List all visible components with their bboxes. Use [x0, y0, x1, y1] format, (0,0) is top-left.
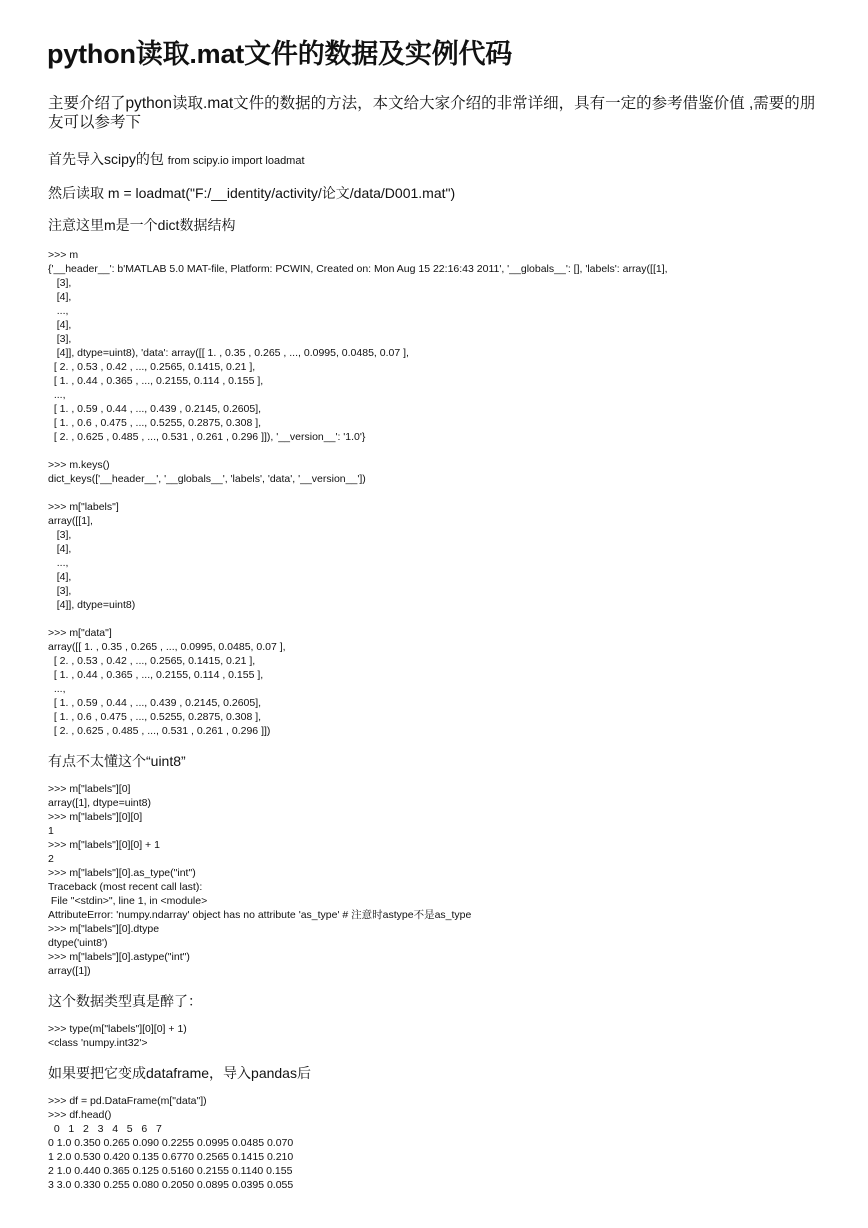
- code-line: [ 2. , 0.625 , 0.485 , ..., 0.531 , 0.261 , 0.296 ]]): [48, 725, 271, 737]
- code-line: 2 1.0 0.440 0.365 0.125 0.5160 0.2155 0.1140 0.155: [48, 1165, 293, 1177]
- code-block-1: [48, 248, 828, 444]
- code-line: dict_keys(['__header__', '__globals__', 'labels', 'data', '__version__']): [48, 473, 366, 485]
- code-line: ...,: [48, 683, 66, 695]
- code-line: [3],: [48, 333, 72, 345]
- code-line: >>> type(m["labels"][0][0] + 1): [48, 1023, 187, 1035]
- code-line: 1 2.0 0.530 0.420 0.135 0.6770 0.2565 0.1415 0.210: [48, 1151, 294, 1163]
- article: [48, 36, 828, 1206]
- code-line: [ 1. , 0.6 , 0.475 , ..., 0.5255, 0.2875, 0.308 ],: [48, 417, 262, 429]
- code-line: 0 1.0 0.350 0.265 0.090 0.2255 0.0995 0.0485 0.070: [48, 1137, 294, 1149]
- code-line: [4],: [48, 319, 72, 331]
- code-line: ...,: [48, 305, 69, 317]
- paragraph-dataframe: 如果要把它变成dataframe，导入pandas后: [48, 1065, 311, 1081]
- code-line: >>> m["data"]: [48, 627, 112, 639]
- code-line: >>> m["labels"][0][0] + 1: [48, 839, 160, 851]
- paragraph-dtype: 这个数据类型真是醉了：: [48, 993, 202, 1009]
- code-line: >>> m: [48, 249, 79, 261]
- code-line: [3],: [48, 277, 72, 289]
- code-line: AttributeError: 'numpy.ndarray' object has no attribute 'as_type' # 注意时astype不是as_type: [48, 909, 472, 921]
- code-block-2: [48, 458, 828, 486]
- paragraph-dict: 注意这里m是一个dict数据结构: [48, 217, 236, 233]
- code-line: [4],: [48, 571, 72, 583]
- code-line: [ 2. , 0.53 , 0.42 , ..., 0.2565, 0.1415, 0.21 ],: [48, 655, 256, 667]
- code-line: [ 2. , 0.625 , 0.485 , ..., 0.531 , 0.261 , 0.296 ]]), '__version__': '1.0'}: [48, 431, 366, 443]
- code-line: >>> m["labels"][0]: [48, 783, 131, 795]
- code-line: [4],: [48, 291, 72, 303]
- code-line: >>> df.head(): [48, 1109, 112, 1121]
- code-line: dtype('uint8'): [48, 937, 108, 949]
- paragraph-uint8: 有点不太懂这个“uint8”: [48, 753, 186, 769]
- code-block-6: [48, 1022, 828, 1050]
- code-line: >>> m["labels"][0].dtype: [48, 923, 160, 935]
- page-title: python读取.mat文件的数据及实例代码: [47, 39, 513, 69]
- code-line: [ 1. , 0.44 , 0.365 , ..., 0.2155, 0.114 , 0.155 ],: [48, 669, 264, 681]
- code-block-3: [48, 500, 828, 612]
- code-line: [ 2. , 0.53 , 0.42 , ..., 0.2565, 0.1415, 0.21 ],: [48, 361, 256, 373]
- code-line: 3 3.0 0.330 0.255 0.080 0.2050 0.0895 0.0395 0.055: [48, 1179, 294, 1191]
- code-line: [3],: [48, 585, 72, 597]
- code-line: 0 1 2 3 4 5 6 7: [48, 1123, 162, 1135]
- code-line: ...,: [48, 557, 69, 569]
- code-line: {'__header__': b'MATLAB 5.0 MAT-file, Platform: PCWIN, Created on: Mon Aug 15 22:16:43 2011', '__globals__': [], 'labels': array([[1],: [48, 263, 668, 275]
- code-line: [ 1. , 0.44 , 0.365 , ..., 0.2155, 0.114 , 0.155 ],: [48, 375, 264, 387]
- code-line: >>> m["labels"][0].as_type("int"): [48, 867, 196, 879]
- code-line: >>> m["labels"]: [48, 501, 119, 513]
- code-line: >>> m.keys(): [48, 459, 110, 471]
- code-block-5: [48, 782, 828, 978]
- code-block-7: [48, 1094, 828, 1192]
- code-line: [4]], dtype=uint8), 'data': array([[ 1. , 0.35 , 0.265 , ..., 0.0995, 0.0485, 0.07 ],: [48, 347, 409, 359]
- code-line: >>> m["labels"][0].astype("int"): [48, 951, 190, 963]
- code-line: array([[ 1. , 0.35 , 0.265 , ..., 0.0995, 0.0485, 0.07 ],: [48, 641, 286, 653]
- code-line: array([1], dtype=uint8): [48, 797, 152, 809]
- code-line: <class 'numpy.int32'>: [48, 1037, 148, 1049]
- code-line: >>> df = pd.DataFrame(m["data"]): [48, 1095, 207, 1107]
- paragraph-import: [48, 150, 828, 170]
- code-line: File "<stdin>", line 1, in <module>: [48, 895, 208, 907]
- code-line: 2: [48, 853, 54, 865]
- code-line: [4]], dtype=uint8): [48, 599, 136, 611]
- paragraph-read: 然后读取 m = loadmat("F:/__identity/activity/论文/data/D001.mat"): [48, 185, 456, 201]
- code-line: >>> m["labels"][0][0]: [48, 811, 143, 823]
- intro-paragraph: 主要介绍了python读取.mat文件的数据的方法，本文给大家介绍的非常详细，具有一定的参考借鉴价值 ,需要的朋友可以参考下: [48, 95, 816, 131]
- code-line: ...,: [48, 389, 66, 401]
- code-line: Traceback (most recent call last):: [48, 881, 203, 893]
- inline-code-import: from scipy.io import loadmat: [167, 155, 305, 167]
- code-line: [ 1. , 0.59 , 0.44 , ..., 0.439 , 0.2145, 0.2605],: [48, 403, 262, 415]
- code-line: 1: [48, 825, 54, 837]
- code-line: [3],: [48, 529, 72, 541]
- code-line: [ 1. , 0.59 , 0.44 , ..., 0.439 , 0.2145, 0.2605],: [48, 697, 262, 709]
- code-line: [4],: [48, 543, 72, 555]
- code-line: [ 1. , 0.6 , 0.475 , ..., 0.5255, 0.2875, 0.308 ],: [48, 711, 262, 723]
- code-line: array([1]): [48, 965, 91, 977]
- code-line: array([[1],: [48, 515, 93, 527]
- code-block-4: [48, 626, 828, 738]
- paragraph-import-text: 首先导入scipy的包: [48, 151, 168, 167]
